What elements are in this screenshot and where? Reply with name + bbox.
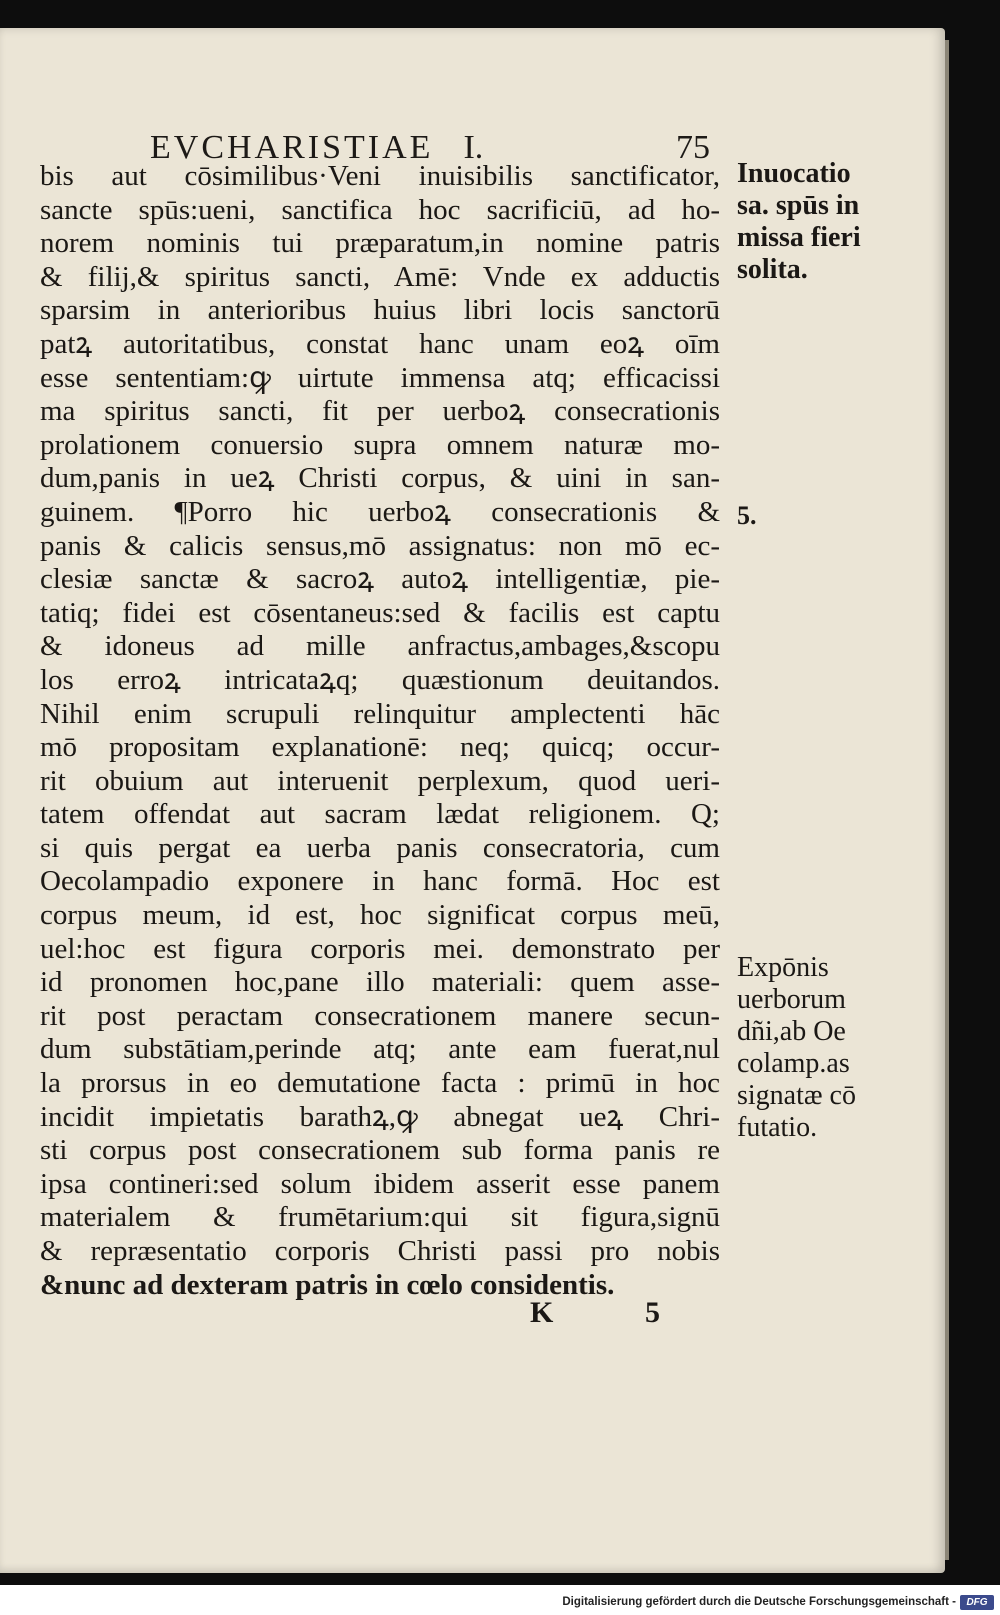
text-line: esse sententiam:ꝙ uirtute immensa atq; efficacissi	[40, 361, 720, 394]
text-line: prolationem conuersio supra omnem naturæ mo-	[40, 428, 720, 461]
dfg-logo: DFG	[960, 1595, 994, 1610]
running-head-title: EVCHARISTIAE	[150, 129, 434, 166]
margin-note-line: uerborum	[737, 984, 846, 1015]
footer-credit: Digitalisierung gefördert durch die Deutsche Forschungsgemeinschaft -	[562, 1596, 956, 1608]
running-head-book-number: I.	[463, 129, 484, 166]
margin-note-invocation	[737, 158, 861, 286]
text-line: sti corpus post consecrationem sub forma panis re	[40, 1134, 720, 1167]
text-line: clesiæ sanctæ & sacroꝝ autoꝝ intelligentiæ, pie-	[40, 563, 720, 596]
text-line: materialem & frumētarium:qui sit figura,signū	[40, 1201, 720, 1234]
text-line: incidit impietatis barathꝝ,ꝙ abnegat ueꝝ Chri-	[40, 1100, 720, 1133]
text-line: & idoneus ad mille anfractus,ambages,&scopu	[40, 630, 720, 663]
text-line: si quis pergat ea uerba panis consecratoria, cum	[40, 831, 720, 864]
text-line: &nunc ad dexteram patris in cœlo considentis.	[40, 1268, 615, 1301]
text-line: tatem offendat aut sacram lædat religionem. Q;	[40, 798, 720, 831]
signature-number: 5	[645, 1296, 660, 1329]
margin-note-line: Expōnis	[737, 952, 829, 983]
text-line: & filij,& spiritus sancti, Amē: Vnde ex adductis	[40, 260, 720, 293]
folio-number: 75	[676, 129, 710, 166]
text-line: mō propositam explanationē: neq; quicq; occur-	[40, 731, 720, 764]
text-line: norem nominis tui præparatum,in nomine patris	[40, 227, 720, 260]
margin-note-line: colamp.as	[737, 1048, 850, 1079]
signature-mark	[530, 1296, 660, 1330]
body-text	[40, 160, 720, 1302]
text-line: los erroꝝ intricataꝝq; quæstionum deuitandos.	[40, 663, 720, 696]
text-line: id pronomen hoc,pane illo materiali: quem asse-	[40, 966, 720, 999]
page-edge	[945, 40, 949, 1560]
text-line: uel:hoc est figura corporis mei. demonstrato per	[40, 932, 720, 965]
text-line: sancte spūs:ueni, sanctifica hoc sacrificiū, ad ho-	[40, 193, 720, 226]
text-line: Oecolampadio exponere in hanc formā. Hoc est	[40, 865, 720, 898]
text-line: sparsim in anterioribus huius libri locis sanctorū	[40, 294, 720, 327]
text-line: dum,panis in ueꝝ Christi corpus, & uini in san-	[40, 462, 720, 495]
margin-note-line: signatæ cō	[737, 1080, 856, 1111]
margin-note-line: sa. spūs in	[737, 190, 860, 221]
margin-note-exposition	[737, 952, 856, 1144]
text-line: Nihil enim scrupuli relinquitur amplectenti hāc	[40, 697, 720, 730]
text-line: ipsa contineri:sed solum ibidem asserit esse panem	[40, 1167, 720, 1200]
text-line: rit obuium aut interuenit perplexum, quod ueri-	[40, 764, 720, 797]
text-line: dum substātiam,perinde atq; ante eam fuerat,nul	[40, 1033, 720, 1066]
text-line: corpus meum, id est, hoc significat corpus meū,	[40, 899, 720, 932]
margin-note-line: futatio.	[737, 1112, 818, 1143]
text-line: panis & calicis sensus,mō assignatus: non mō ec-	[40, 529, 720, 562]
margin-note-line: Inuocatio	[737, 158, 851, 189]
margin-marker: 5.	[737, 501, 757, 530]
text-line: guinem. ¶Porro hic uerboꝝ consecrationis &	[40, 495, 720, 528]
text-line: bis aut cōsimilibus·Veni inuisibilis sanctificator,	[40, 160, 720, 192]
margin-note-line: solita.	[737, 254, 808, 285]
text-line: tatiq; fidei est cōsentaneus:sed & facilis est captu	[40, 596, 720, 629]
signature-letter: K	[530, 1296, 554, 1329]
text-line: rit post peractam consecrationem manere secun-	[40, 999, 720, 1032]
text-line: la prorsus in eo demutatione facta : primū in hoc	[40, 1067, 720, 1100]
text-line: patꝝ autoritatibus, constat hanc unam eoꝝ oīm	[40, 327, 720, 360]
text-line: ma spiritus sancti, fit per uerboꝝ consecrationis	[40, 395, 720, 428]
margin-note-line: dñi,ab Oe	[737, 1016, 846, 1047]
text-line: & repræsentatio corporis Christi passi pro nobis	[40, 1235, 720, 1267]
margin-note-line: missa fieri	[737, 222, 861, 253]
